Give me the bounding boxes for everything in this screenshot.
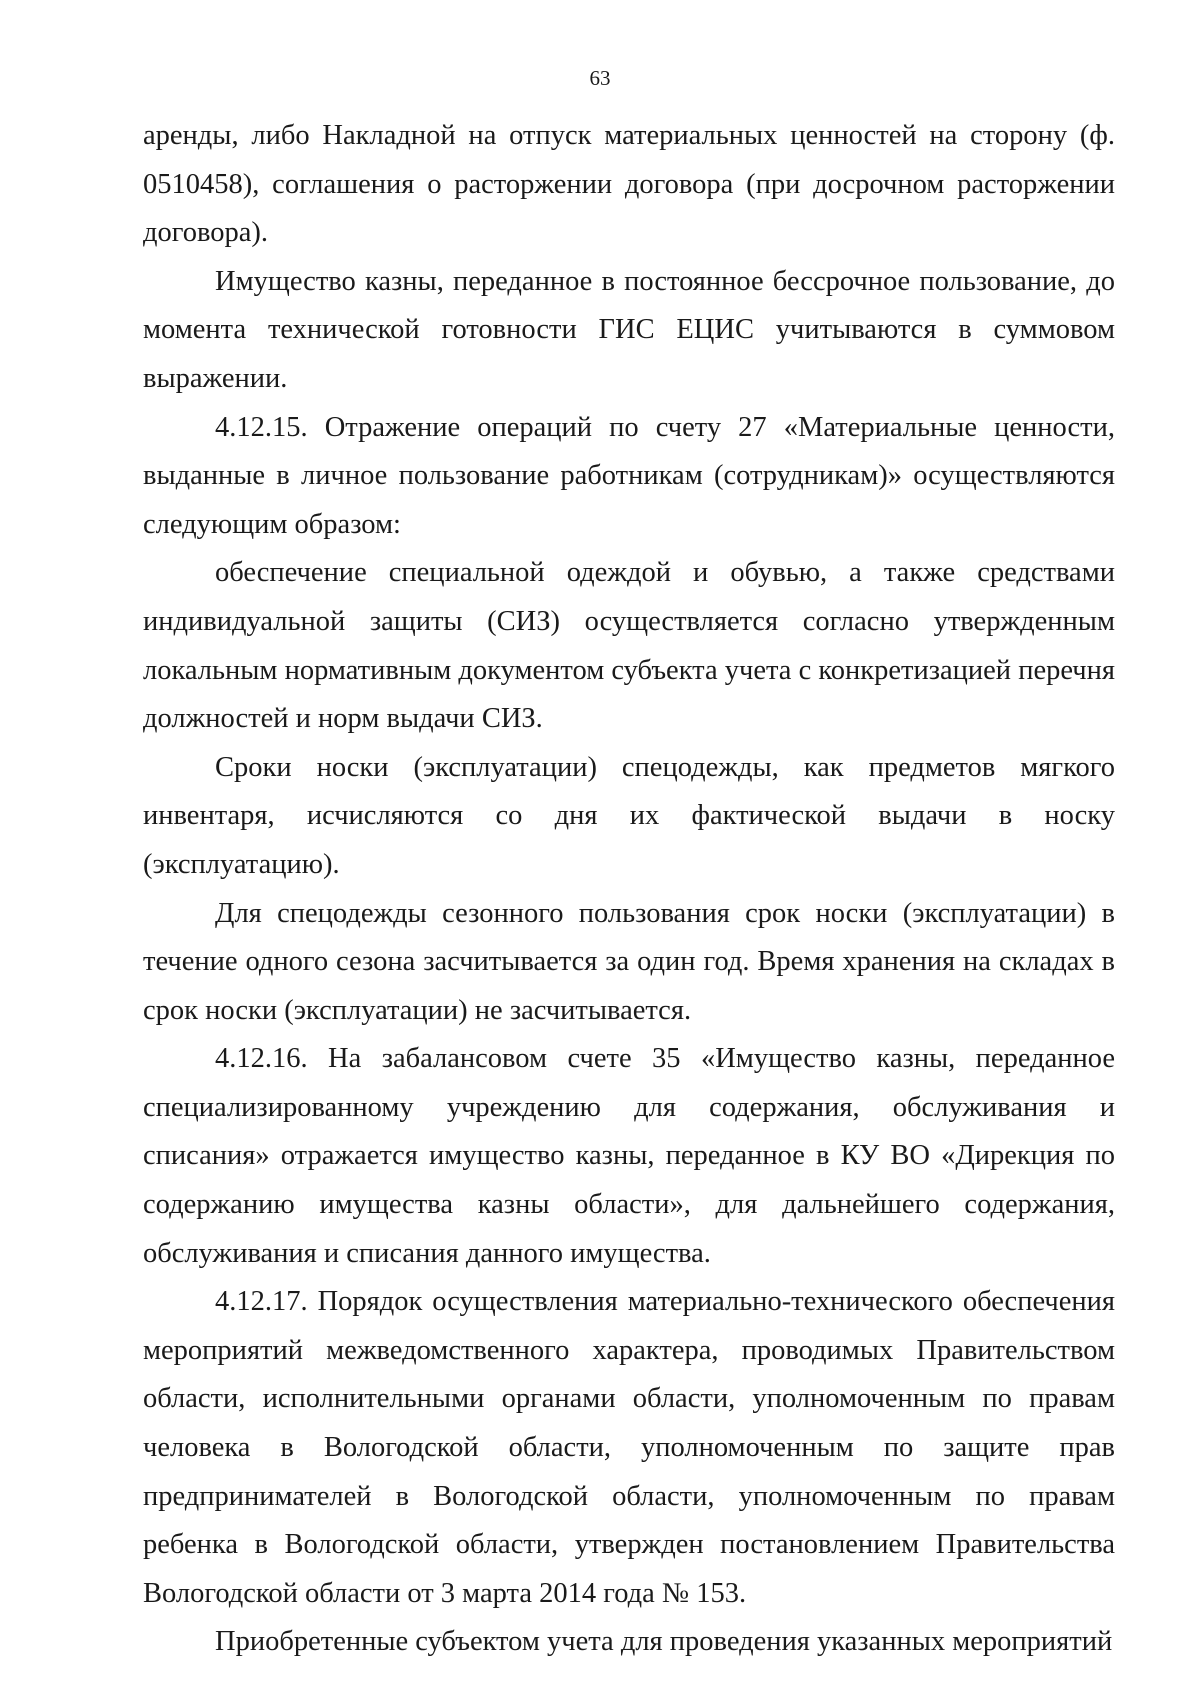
paragraph-4-12-16: 4.12.16. На забалансовом счете 35 «Имущество казны, переданное специализированному учреждению для содержания, обслуживания и списания» отражается имущество казны, переданное в КУ ВО «Дирекция по содержанию имущества казны области», для дальнейшего содержания, обслуживания и списания данного имущества. bbox=[143, 1043, 1115, 1269]
paragraph-special-clothing: обеспечение специальной одеждой и обувью, а также средствами индивидуальной защиты (СИЗ) осуществляется согласно утвержденным локальным нормативным документом субъекта учета с конкретизацией перечня должностей и норм выдачи СИЗ. bbox=[143, 557, 1115, 735]
paragraph-acquired-items: Приобретенные субъектом учета для проведения указанных мероприятий bbox=[215, 1626, 1113, 1658]
paragraph-seasonal-clothing: Для спецодежды сезонного пользования срок носки (эксплуатации) в течение одного сезона засчитывается за один год. Время хранения на складах в срок носки (эксплуатации) не засчитывается. bbox=[143, 897, 1115, 1026]
paragraph-4-12-17: 4.12.17. Порядок осуществления материально-технического обеспечения мероприятий межведомственного характера, проводимых Правительством области, исполнительными органами области, уполномоченным по правам человека в Вологодской области, уполномоченным по защите прав предпринимателей в Вологодской области, уполномоченным по правам ребенка в Вологодской области, утвержден постановлением Правительства Вологодской области от 3 марта 2014 года № 153. bbox=[143, 1286, 1115, 1609]
paragraph-wear-terms: Сроки носки (эксплуатации) спецодежды, как предметов мягкого инвентаря, исчисляются со дня их фактической выдачи в носку (эксплуатацию). bbox=[143, 751, 1115, 880]
paragraph-continuation: аренды, либо Накладной на отпуск материальных ценностей на сторону (ф. 0510458), соглашения о расторжении договора (при досрочном расторжении договора). bbox=[143, 120, 1115, 249]
paragraph-treasury-property: Имущество казны, переданное в постоянное бессрочное пользование, до момента технической готовности ГИС ЕЦИС учитываются в суммовом выражении. bbox=[143, 265, 1115, 394]
paragraph-4-12-15: 4.12.15. Отражение операций по счету 27 «Материальные ценности, выданные в личное пользование работникам (сотрудникам)» осуществляются следующим образом: bbox=[143, 411, 1115, 540]
document-body bbox=[143, 112, 1115, 1667]
page-number: 63 bbox=[589, 66, 611, 90]
